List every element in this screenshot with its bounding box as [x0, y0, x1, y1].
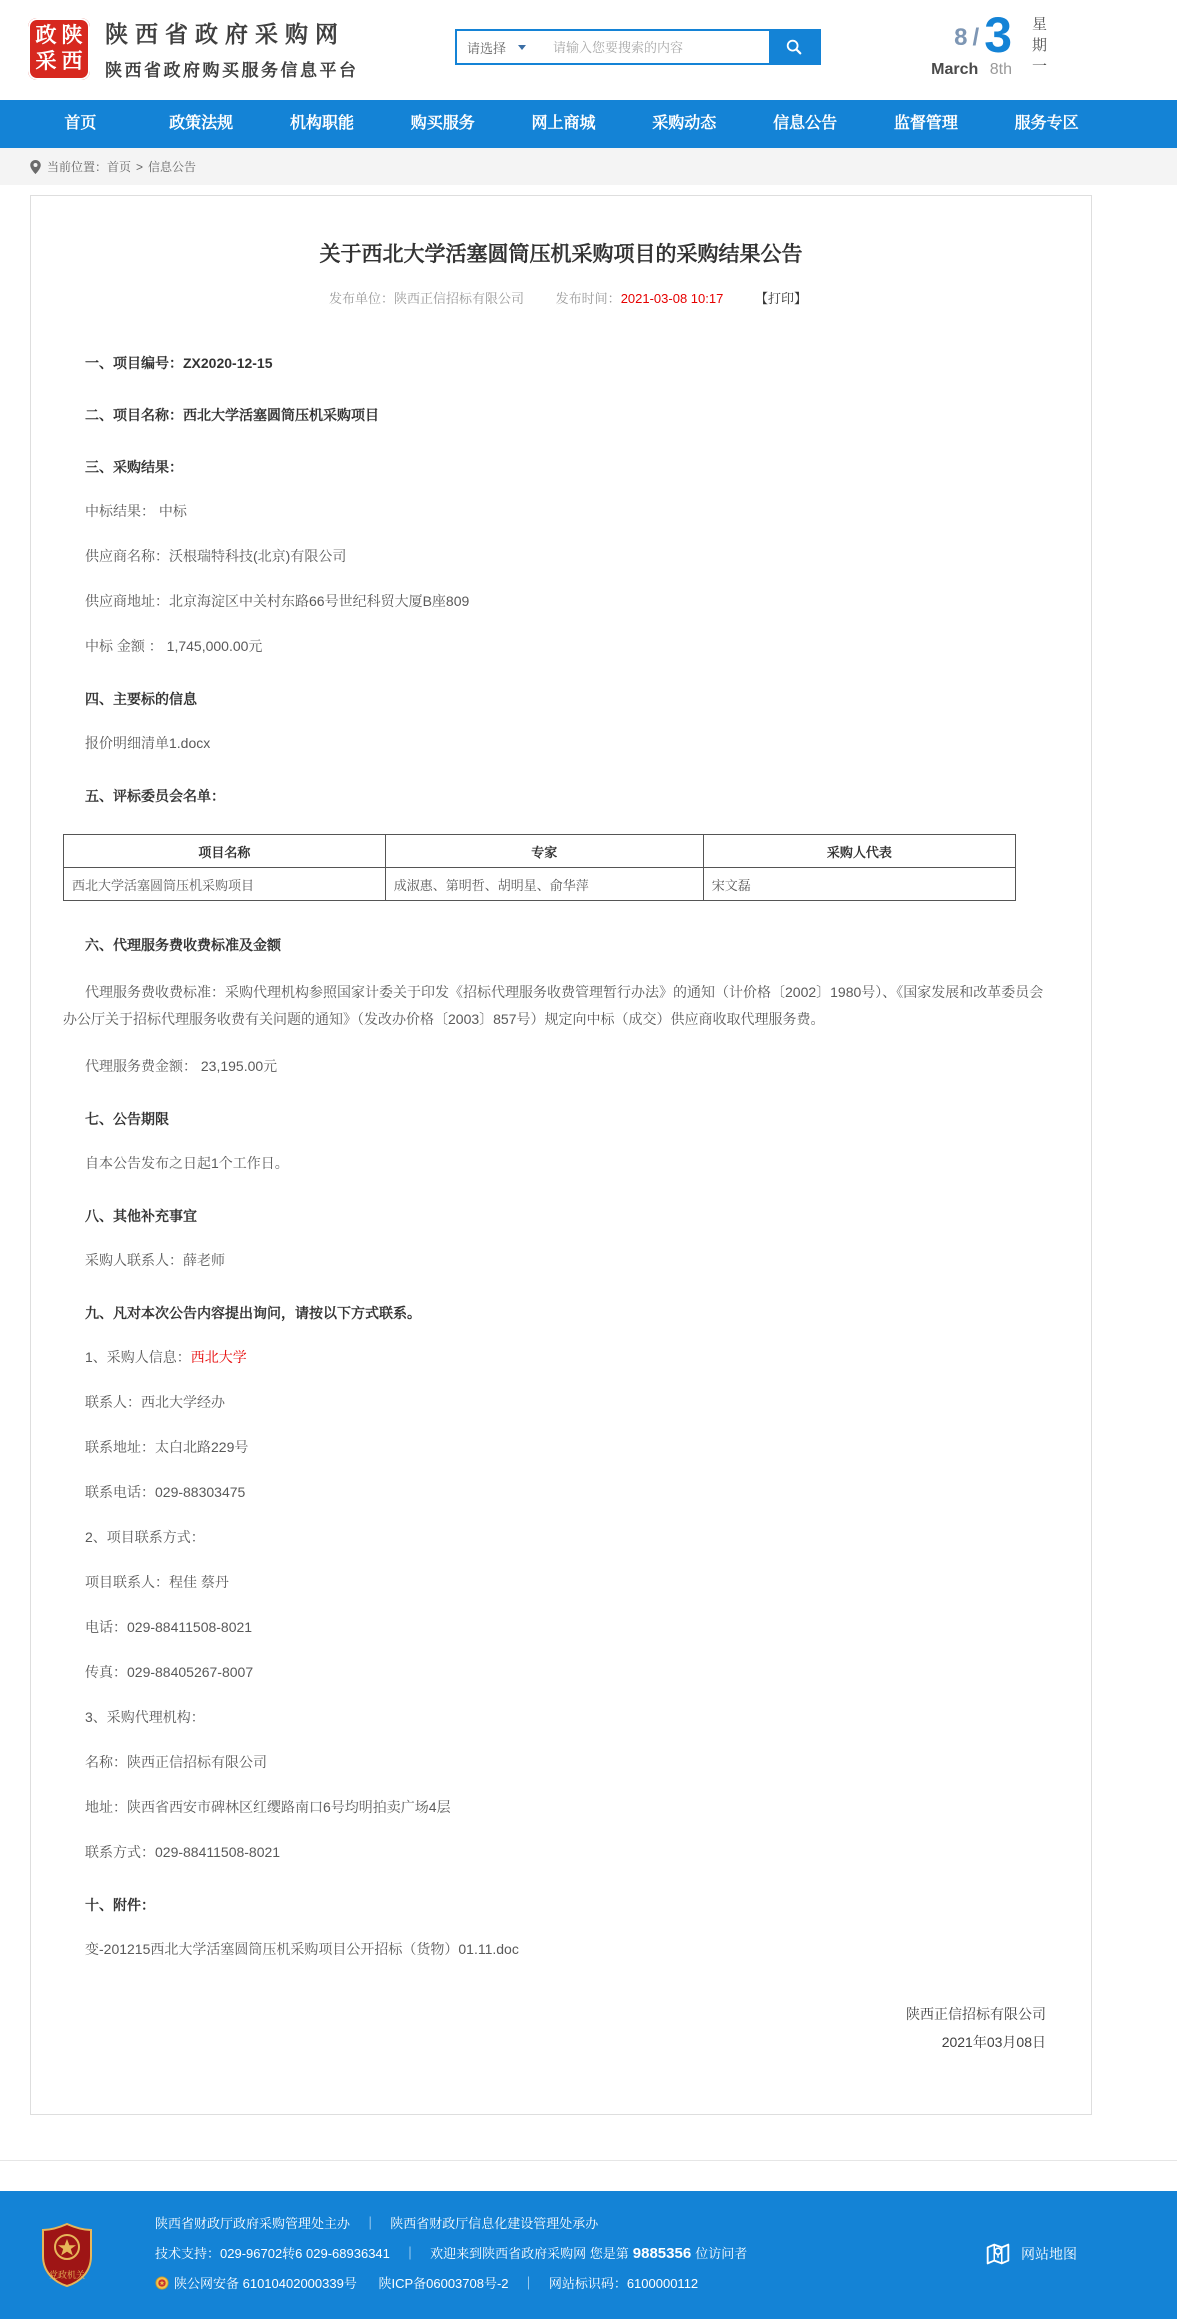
co-organizer-text: 陕西省财政厅信息化建设管理处承办: [390, 2216, 599, 2232]
search-select-label: 请选择: [467, 40, 507, 56]
article-body: [31, 353, 1091, 1960]
seal-char: 陕: [61, 24, 83, 47]
page-title: 关于西北大学活塞圆筒压机采购项目的采购结果公告: [319, 243, 803, 266]
article-line: 联系人：西北大学经办: [85, 1394, 225, 1411]
table-header-row: [64, 835, 1016, 868]
welcome-suffix: 位访问者: [695, 2246, 748, 2262]
nav-item-purchase-service[interactable]: 购买服务: [410, 115, 475, 132]
police-badge-icon: [155, 2276, 169, 2290]
search-button[interactable]: [769, 31, 819, 63]
table-row: [64, 868, 1016, 901]
section-heading-result: 三、采购结果：: [85, 459, 183, 475]
article-line: 3、采购代理机构：: [85, 1709, 205, 1726]
nav-item-home[interactable]: 首页: [64, 115, 97, 132]
breadcrumb-current[interactable]: 信息公告: [148, 160, 197, 174]
breadcrumb-separator: >: [136, 159, 144, 174]
search-icon: [785, 38, 803, 56]
col-header-experts: 专家: [385, 835, 703, 868]
committee-table: [63, 834, 1016, 901]
sitemap-label: 网站地图: [1021, 2246, 1077, 2263]
article-line: 中标结果： 中标: [85, 503, 187, 519]
section-heading-agency-fee: 六、代理服务费收费标准及金额: [85, 937, 281, 953]
logo-seal-icon: [28, 18, 90, 80]
article-line: 项目联系人：程佳 蔡丹: [85, 1574, 229, 1591]
site-id-code: 网站标识码：6100000112: [548, 2276, 699, 2292]
section-heading-project-name: 二、项目名称：西北大学活塞圆筒压机采购项目: [85, 407, 379, 423]
date-day-big: 3: [984, 7, 1012, 63]
site-title: 陕西省政府采购网: [105, 21, 345, 47]
footer-line-1: [155, 2209, 1177, 2239]
print-button[interactable]: 【打印】: [754, 291, 807, 306]
government-emblem-icon: [40, 2222, 94, 2291]
breadcrumb: [0, 148, 1177, 185]
seal-char: 采: [35, 50, 57, 73]
attachment-file-link[interactable]: 变-201215西北大学活塞圆筒压机采购项目公开招标（货物）01.11.doc: [85, 1941, 519, 1958]
icp-record-number[interactable]: 陕ICP备06003708号-2: [378, 2276, 509, 2292]
agency-fee-amount: 代理服务费金额： 23,195.00元: [85, 1058, 278, 1075]
article-line: 联系方式：029-88411508-8021: [85, 1844, 281, 1861]
buyer-name: 西北大学: [190, 1349, 247, 1366]
breadcrumb-home-link[interactable]: 首页: [107, 160, 132, 174]
search-category-select[interactable]: [457, 31, 545, 63]
section-heading-committee: 五、评标委员会名单：: [85, 788, 225, 804]
article-line: 电话：029-88411508-8021: [85, 1619, 253, 1636]
footer-separator: ｜: [363, 2216, 377, 2232]
section-heading-attachments: 十、附件：: [85, 1897, 155, 1914]
announcement-period-line: 自本公告发布之日起1个工作日。: [85, 1155, 289, 1172]
article-line: 供应商名称：沃根瑞特科技(北京)有限公司: [85, 548, 347, 564]
date-weekday: 星期一: [1030, 16, 1047, 79]
col-header-project-name: 项目名称: [64, 835, 386, 868]
quotation-file-link[interactable]: 报价明细清单1.docx: [85, 735, 211, 751]
date-month: March: [931, 60, 979, 78]
nav-item-online-mall[interactable]: 网上商城: [531, 115, 596, 132]
section-heading-other: 八、其他补充事宜: [85, 1208, 197, 1225]
site-logo[interactable]: [28, 16, 359, 81]
page-divider: [0, 2160, 1177, 2161]
signature-date: 2021年03月08日: [941, 2034, 1046, 2051]
visitor-count: 9885356: [632, 2245, 692, 2263]
section-heading-inquiry: 九、凡对本次公告内容提出询问，请按以下方式联系。: [85, 1305, 421, 1322]
date-separator: /: [972, 23, 980, 51]
search-input[interactable]: [545, 31, 769, 63]
date-ordinal: 8th: [989, 60, 1012, 78]
buyer-contact-line: 采购人联系人：薛老师: [85, 1252, 225, 1269]
tech-support-label: 技术支持：: [155, 2246, 221, 2262]
signature-company: 陕西正信招标有限公司: [906, 2006, 1046, 2023]
breadcrumb-label: 当前位置：: [47, 160, 108, 174]
section-heading-announcement-period: 七、公告期限: [85, 1111, 169, 1128]
page-footer: [0, 2191, 1177, 2319]
site-names: [105, 16, 359, 81]
nav-item-service-zone[interactable]: 服务专区: [1014, 115, 1079, 132]
footer-separator: ｜: [522, 2276, 536, 2292]
welcome-text: 欢迎来到陕西省政府采购网 您是第: [430, 2246, 629, 2262]
article-line: 地址：陕西省西安市碑林区红缨路南口6号均明拍卖广场4层: [85, 1799, 451, 1816]
article-meta: [31, 288, 1091, 307]
nav-item-policy[interactable]: 政策法规: [169, 115, 234, 132]
nav-item-procurement-news[interactable]: 采购动态: [652, 115, 717, 132]
location-pin-icon: [30, 160, 41, 174]
signature-block: [31, 2000, 1091, 2056]
page-header: [0, 0, 1177, 100]
publish-time-label: 发布时间：: [555, 291, 621, 306]
police-record-number[interactable]: 陕公网安备 61010402000339号: [174, 2276, 357, 2292]
chevron-down-icon: [518, 45, 526, 50]
footer-line-3: [155, 2269, 1177, 2299]
announcement-panel: [30, 195, 1092, 2115]
nav-item-functions[interactable]: 机构职能: [289, 115, 354, 132]
cell-project-name: 西北大学活塞圆筒压机采购项目: [64, 868, 386, 901]
article-line: 2、项目联系方式：: [85, 1529, 205, 1546]
article-line: 中标 金额 ： 1,745,000.00元: [85, 638, 263, 654]
tech-support-phones: 029-96702转6 029-68936341: [220, 2246, 390, 2262]
nav-item-supervision[interactable]: 监督管理: [893, 115, 958, 132]
section-heading-subject-info: 四、主要标的信息: [85, 691, 197, 707]
seal-char: 西: [61, 50, 83, 73]
article-line: 名称：陕西正信招标有限公司: [85, 1754, 267, 1771]
cell-buyer-rep: 宋文磊: [703, 868, 1015, 901]
site-subtitle: 陕西省政府购买服务信息平台: [105, 61, 359, 80]
buyer-info-prefix: 1、采购人信息：: [85, 1349, 191, 1366]
date-widget: [931, 7, 1091, 79]
publisher-label: 发布单位：: [329, 291, 395, 306]
emblem-banner-text: 党政机关: [48, 2270, 86, 2281]
search-bar: [455, 29, 821, 65]
date-day-small: 8: [954, 23, 968, 51]
article-line: 供应商地址：北京海淀区中关村东路66号世纪科贸大厦B座809: [85, 593, 470, 609]
agency-fee-paragraph: 代理服务费收费标准：采购代理机构参照国家计委关于印发《招标代理服务收费管理暂行办法》的通知（计价格〔2002〕1980号）、《国家发展和改革委员会办公厅关于招标代理服务收费有关问题的通知》（发改办价格〔2003〕857号）规定向中标（成交）供应商收取代理服务费。: [63, 984, 1044, 1027]
sitemap-link[interactable]: [983, 2239, 1077, 2269]
nav-item-announcements[interactable]: 信息公告: [773, 115, 838, 132]
article-line: 联系电话：029-88303475: [85, 1484, 246, 1501]
publisher-value: 陕西正信招标有限公司: [394, 291, 525, 306]
buyer-info-line: [63, 1347, 1046, 1368]
footer-separator: ｜: [403, 2246, 417, 2262]
col-header-buyer-rep: 采购人代表: [703, 835, 1015, 868]
main-nav: [0, 100, 1177, 148]
sitemap-map-icon: [983, 2239, 1013, 2269]
publish-time-value: 2021-03-08 10:17: [620, 291, 724, 306]
article-line: 联系地址：太白北路229号: [85, 1439, 249, 1456]
organizer-text: 陕西省财政厅政府采购管理处主办: [155, 2216, 351, 2232]
article-line: 传真：029-88405267-8007: [85, 1664, 254, 1681]
seal-char: 政: [35, 24, 57, 47]
section-heading-project-number: 一、项目编号：ZX2020-12-15: [85, 355, 273, 371]
cell-experts: 成淑惠、第明哲、胡明星、俞华萍: [385, 868, 703, 901]
